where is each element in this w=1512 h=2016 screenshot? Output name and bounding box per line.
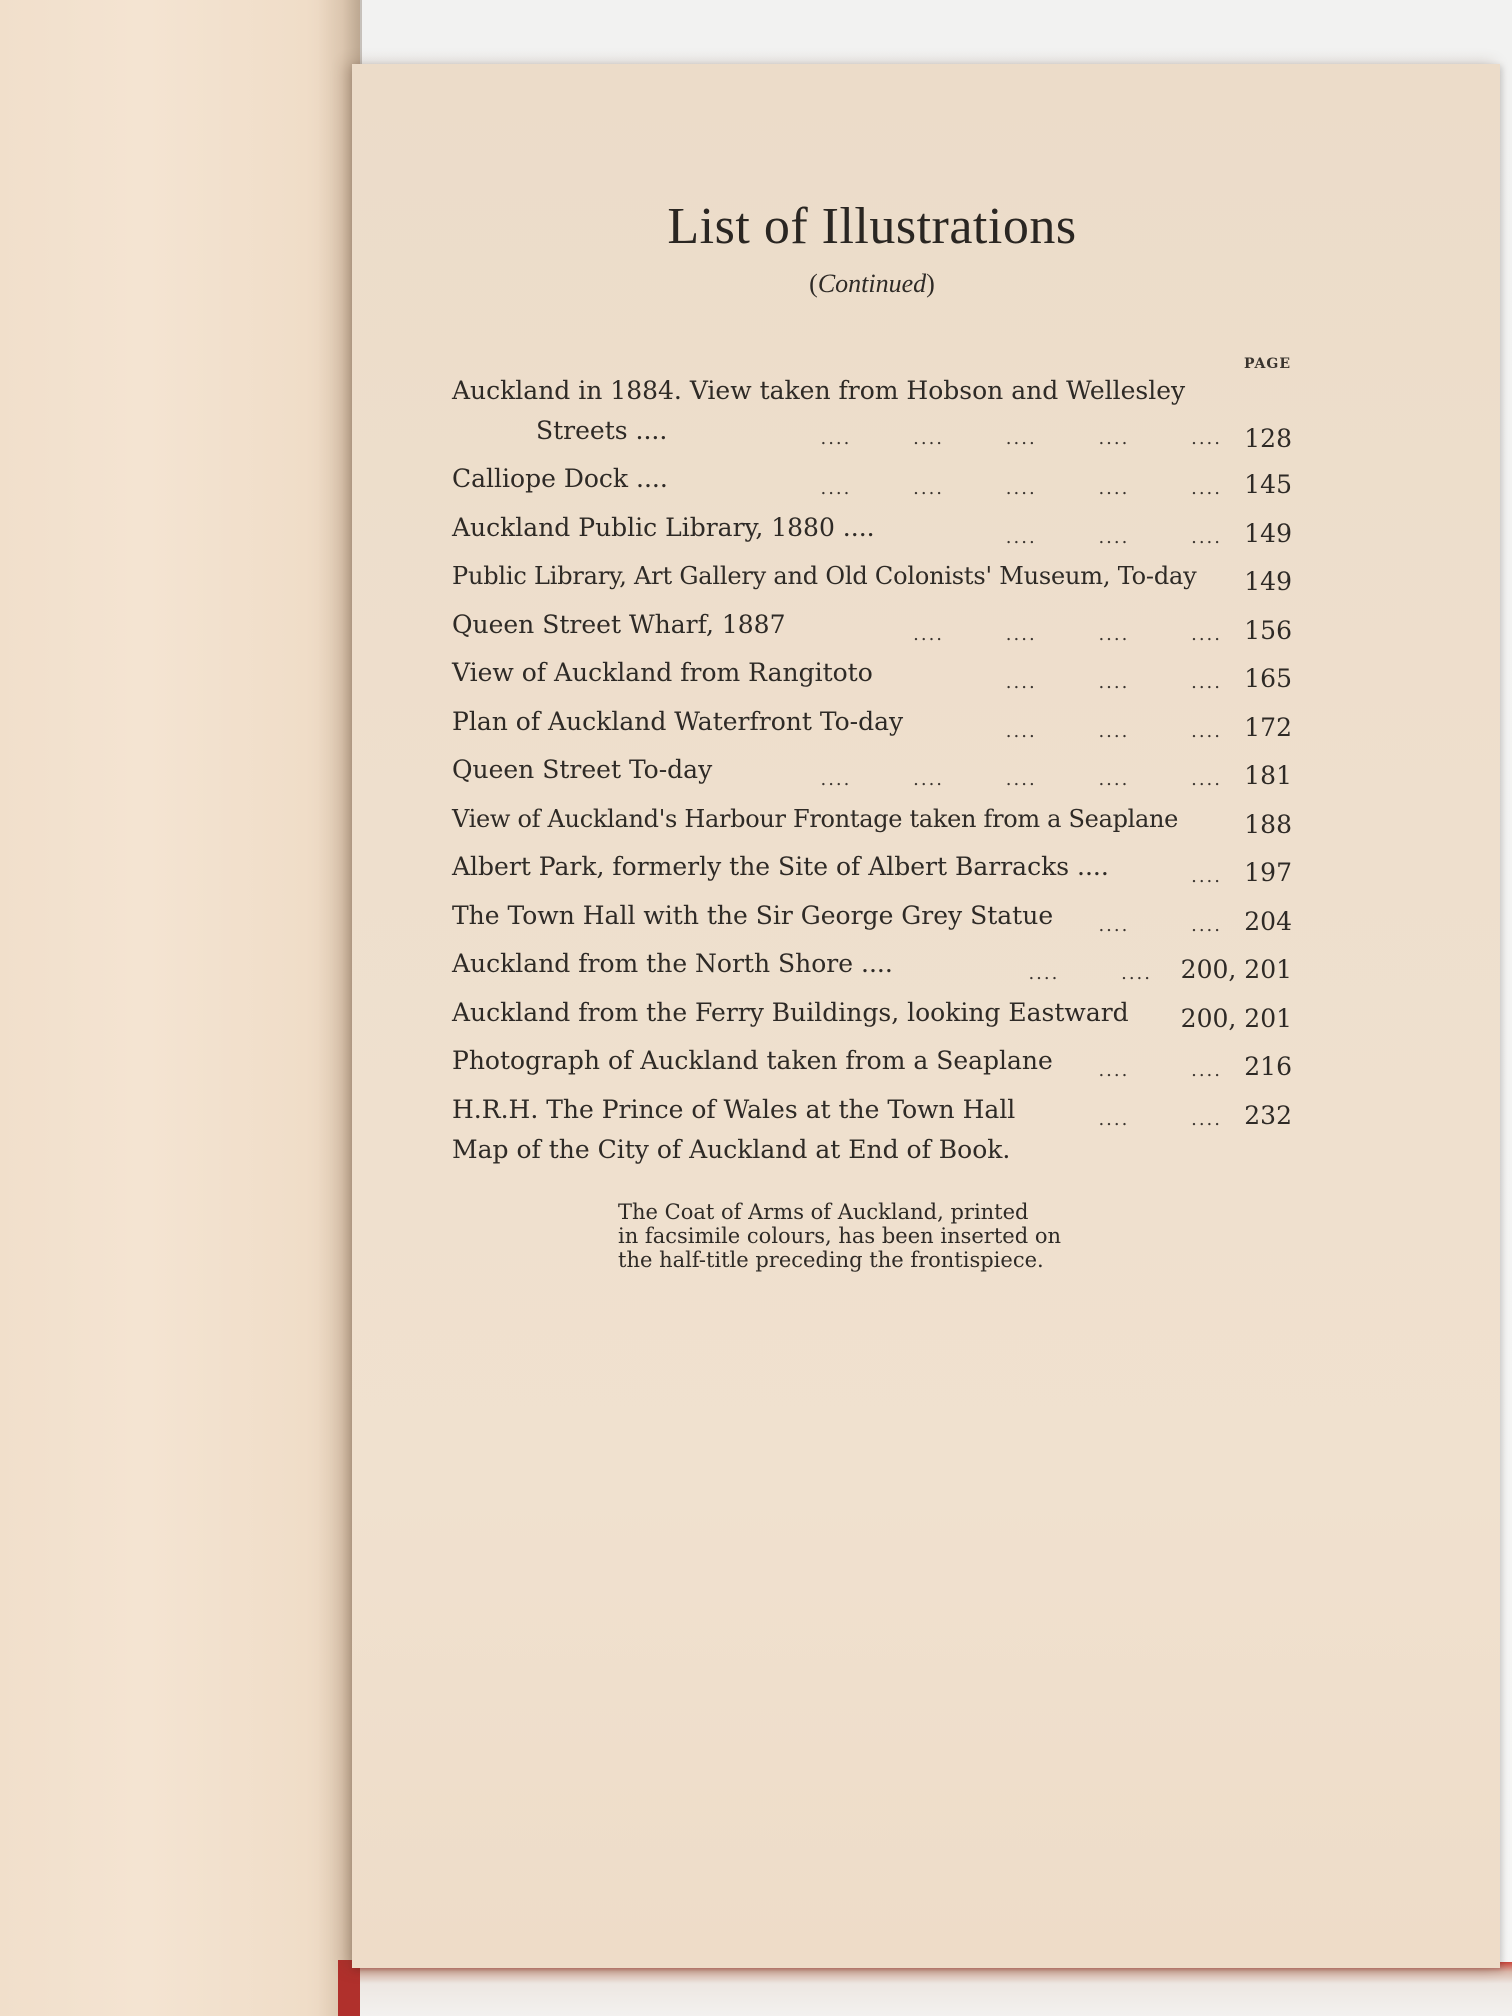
entry-page: 216	[1244, 1052, 1292, 1081]
entry-page: 149	[1244, 518, 1292, 548]
entry-title: Plan of Auckland Waterfront To-day	[452, 706, 904, 736]
list-entry	[452, 895, 1292, 944]
entry-page: 128	[1244, 424, 1292, 453]
list-entry	[452, 846, 1292, 895]
entry-title: Queen Street To-day	[452, 755, 713, 784]
list-entry	[452, 701, 1292, 750]
coat-of-arms-note	[618, 1200, 1118, 1272]
list-entry	[452, 604, 1292, 653]
entry-title: Queen Street Wharf, 1887	[452, 609, 786, 639]
entry-leaders: .... ....	[1098, 914, 1222, 936]
red-cover-edge	[338, 1960, 360, 2016]
note-line: in facsimile colours, has been inserted on	[618, 1224, 1061, 1248]
entry-title: Auckland in 1884. View taken from Hobson and Wellesley Streets ....	[452, 370, 1185, 450]
entry-title: Calliope Dock ....	[452, 464, 668, 493]
entry-page: 165	[1244, 664, 1292, 693]
book-cover-board	[340, 1962, 1512, 2016]
entry-title: H.R.H. The Prince of Wales at the Town Hall	[452, 1094, 1016, 1124]
entry-page: 181	[1244, 761, 1292, 790]
entry-title: View of Auckland's Harbour Frontage taken from a Seaplane	[452, 804, 1179, 833]
entry-page: 188	[1244, 809, 1292, 839]
page-subtitle: (Continued)	[809, 269, 935, 298]
entry-title: View of Auckland from Rangitoto	[452, 658, 873, 687]
page-column-label: PAGE	[1244, 356, 1291, 372]
entry-page: 232	[1244, 1100, 1292, 1130]
entry-page: 156	[1244, 615, 1292, 645]
entry-title-continuation: Streets ....	[536, 416, 668, 445]
entry-title: Auckland from the North Shore ....	[452, 949, 893, 978]
entry-leaders: .... ....	[1098, 1060, 1222, 1081]
left-facing-page	[0, 0, 360, 2016]
list-entry	[452, 1040, 1292, 1089]
entry-leaders: .... .... ....	[1005, 526, 1222, 548]
list-entry	[452, 992, 1292, 1041]
entry-page: 200, 201	[1180, 1003, 1292, 1033]
entry-page: 197	[1244, 858, 1292, 887]
entry-title: Albert Park, formerly the Site of Albert Barracks ....	[452, 852, 1109, 881]
illustrations-list	[452, 370, 1292, 1186]
entry-title: The Town Hall with the Sir George Grey Statue	[452, 900, 1054, 930]
entry-leaders: .... .... .... ....	[913, 623, 1222, 645]
entry-leaders: .... ....	[1028, 963, 1152, 984]
entry-leaders: .... .... .... .... ....	[820, 478, 1222, 499]
list-entry	[452, 749, 1292, 798]
entry-leaders: .... .... .... .... ....	[820, 769, 1222, 790]
entry-page: 172	[1244, 712, 1292, 742]
entry-page: 200, 201	[1180, 955, 1292, 984]
page-title: List of Illustrations	[667, 198, 1077, 255]
entry-leaders: .... .... ....	[1005, 720, 1222, 742]
book-page	[352, 64, 1500, 1968]
list-entry	[452, 555, 1292, 604]
entry-title: Auckland Public Library, 1880 ....	[452, 512, 875, 542]
page-subtitle-text: Continued	[817, 269, 927, 298]
list-entry	[452, 1137, 1292, 1186]
list-entry	[452, 370, 1292, 458]
list-entry	[452, 458, 1292, 507]
entry-title: Public Library, Art Gallery and Old Colonists' Museum, To-day	[452, 562, 1197, 590]
entry-page: 145	[1244, 470, 1292, 499]
list-entry	[452, 798, 1292, 847]
entry-leaders: .... .... ....	[1005, 672, 1222, 693]
entry-page: 204	[1244, 906, 1292, 936]
entry-leaders: ....	[1191, 866, 1222, 887]
entry-title: Photograph of Auckland taken from a Seaplane	[452, 1046, 1053, 1075]
list-entry	[452, 652, 1292, 701]
entry-leaders: .... .... .... .... ....	[820, 428, 1222, 449]
note-line: The Coat of Arms of Auckland, printed	[618, 1200, 1029, 1224]
entry-leaders: .... ....	[1098, 1108, 1222, 1130]
entry-title: Auckland from the Ferry Buildings, looking Eastward	[452, 997, 1129, 1027]
entry-page: 149	[1244, 567, 1292, 596]
list-entry	[452, 507, 1292, 556]
entry-title: Map of the City of Auckland at End of Book.	[452, 1135, 1011, 1164]
list-entry	[452, 943, 1292, 992]
note-line: the half-title preceding the frontispiece.	[618, 1248, 1044, 1272]
